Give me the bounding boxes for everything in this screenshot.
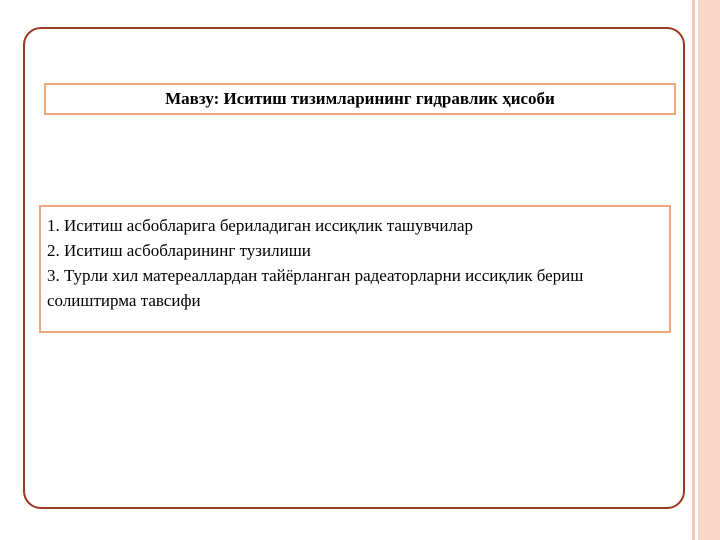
list-item: 3. Турли хил матереаллардан тайёрланган радеаторларни иссиқлик бериш солиштирма тавсифи <box>47 266 584 310</box>
content-box <box>39 205 671 333</box>
list-item: 2. Иситиш асбобларининг тузилиши <box>47 241 311 260</box>
topic-list <box>47 213 663 313</box>
list-item: 1. Иситиш асбобларига бериладиган иссиқлик ташувчилар <box>47 216 474 235</box>
decorative-side-stripes <box>690 0 720 540</box>
title-box <box>44 83 676 115</box>
slide-title: Мавзу: Иситиш тизимларининг гидравлик ҳисоби <box>165 89 555 108</box>
